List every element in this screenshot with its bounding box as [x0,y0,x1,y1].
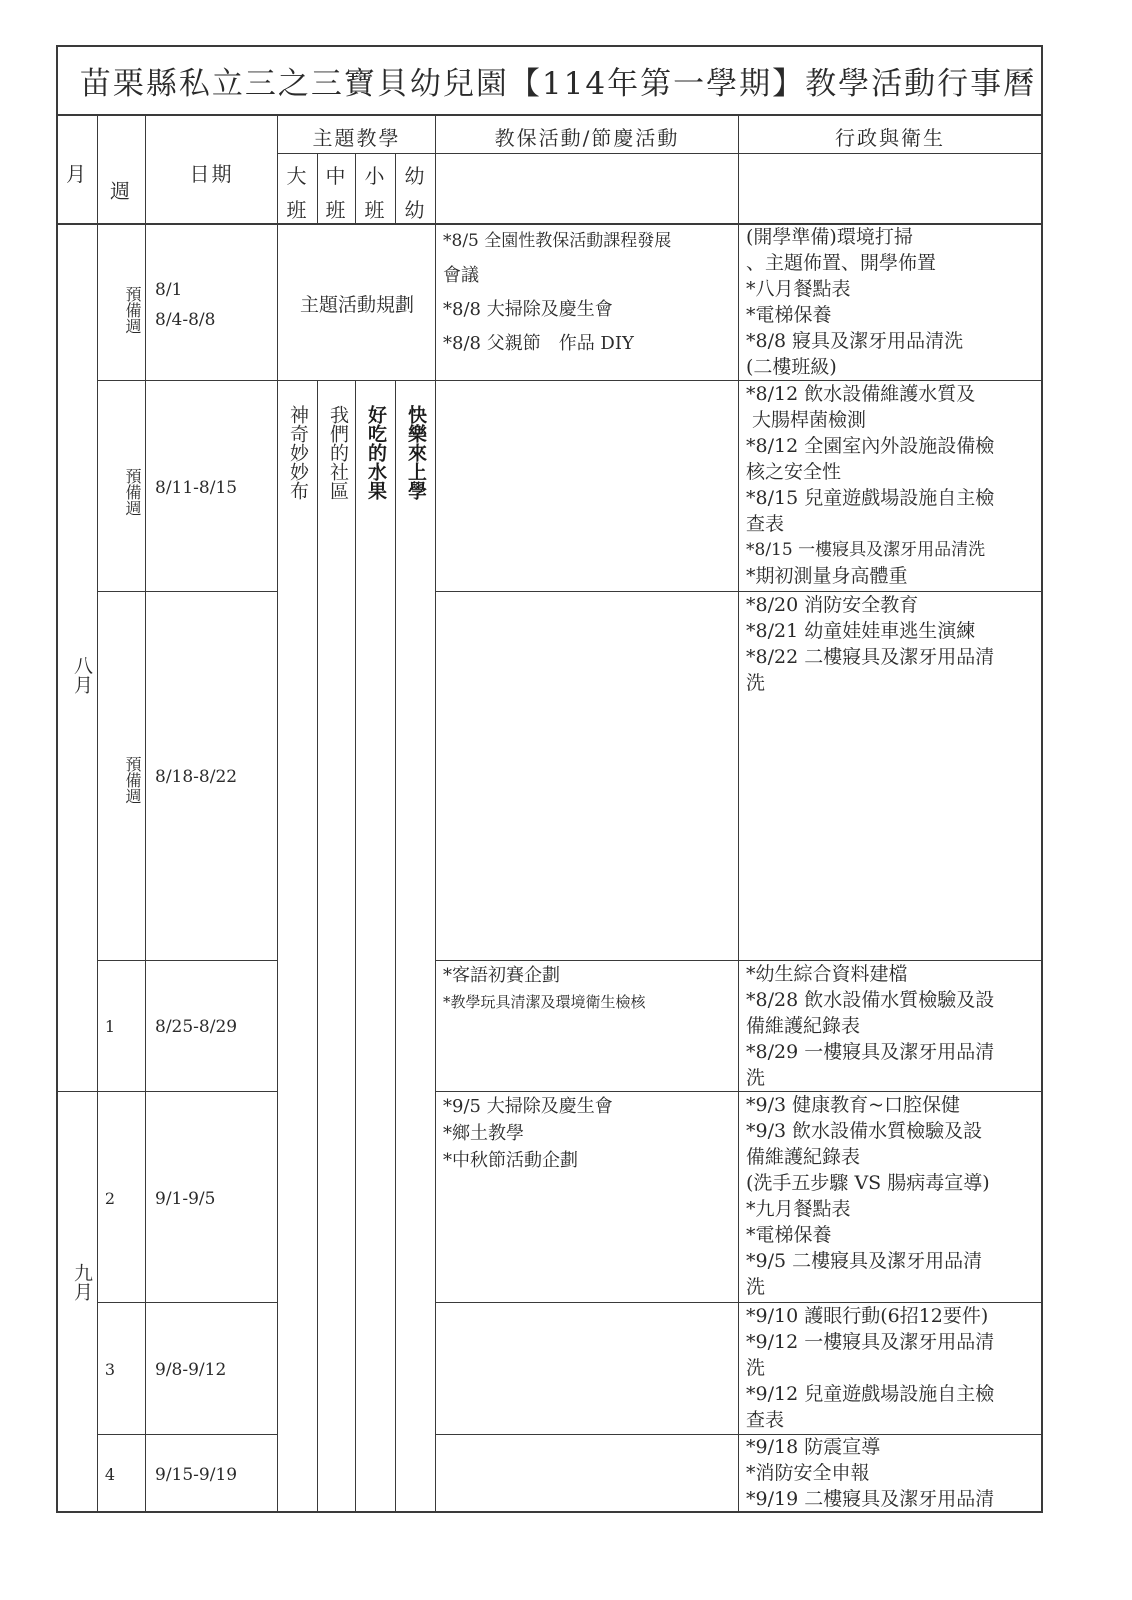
class-you-top: 幼 [404,164,427,188]
admin-item: 洗 [746,1357,766,1379]
date-label: 9/8-9/12 [155,1360,227,1380]
month-september: 九月 [71,1263,93,1301]
week-label: 1 [104,1017,116,1036]
admin-item: *電梯保養 [746,1224,832,1246]
date-label: 8/4-8/8 [155,310,216,330]
admin-item: *8/22 二樓寢具及潔牙用品清 [746,646,995,668]
admin-item: *電梯保養 [746,304,832,326]
activity-item: 會議 [443,265,479,286]
admin-item: (洗手五步驟 VS 腸病毒宣導) [746,1172,990,1194]
theme-zhong: 我們的社區 [327,405,349,500]
admin-item: (開學準備)環境打掃 [746,226,913,248]
admin-item: *9/10 護眼行動(6招12要件) [746,1305,989,1327]
admin-row-0 [746,224,1036,380]
admin-item: *八月餐點表 [746,278,851,300]
date-label: 8/18-8/22 [155,767,238,787]
admin-item: *8/20 消防安全教育 [746,594,919,616]
admin-item: *8/12 全園室內外設施設備檢 [746,435,995,457]
class-you-bottom: 幼 [404,198,427,222]
class-xiao-bottom: 班 [364,198,387,222]
week-label: 4 [104,1465,116,1484]
date-label: 9/15-9/19 [155,1465,238,1485]
admin-item: 、主題佈置、開學佈置 [746,252,937,274]
admin-item: 大腸桿菌檢測 [746,409,867,431]
admin-item: *9/12 一樓寢具及潔牙用品清 [746,1331,995,1353]
activities-row-3 [443,962,733,1016]
header-month: 月 [66,162,88,186]
admin-item: *9/5 二樓寢具及潔牙用品清 [746,1250,983,1272]
admin-row-1 [746,381,1036,589]
week-label: 預備週 [123,756,142,804]
header-activities: 教保活動/節慶活動 [494,126,680,150]
admin-item: *9/3 飲水設備水質檢驗及設 [746,1120,983,1142]
date-label: 8/25-8/29 [155,1017,238,1037]
admin-item: *消防安全申報 [746,1462,870,1484]
activity-item: *8/8 大掃除及慶生會 [443,299,613,320]
admin-item: *8/12 飲水設備維護水質及 [746,383,976,405]
class-da-top: 大 [286,164,309,188]
admin-item: *8/15 一樓寢具及潔牙用品清洗 [746,540,986,560]
class-zhong-top: 中 [325,164,348,188]
page-title: 苗栗縣私立三之三寶貝幼兒園【114年第一學期】教學活動行事曆 [79,65,1037,102]
week-label: 3 [104,1360,116,1379]
activity-item: *9/5 大掃除及慶生會 [443,1096,613,1117]
header-admin: 行政與衛生 [835,126,945,150]
class-xiao-top: 小 [364,164,387,188]
activities-row-4 [443,1093,733,1174]
admin-item: *9/18 防震宣導 [746,1436,881,1458]
activity-item: *鄉土教學 [443,1123,524,1144]
week-label: 預備週 [123,286,142,334]
theme-you: 快樂來上學 [405,405,427,500]
admin-item: 洗 [746,1276,766,1298]
admin-item: *期初測量身高體重 [746,565,908,587]
theme-da: 神奇妙妙布 [287,405,309,500]
activities-row-0 [443,228,733,357]
week-label: 2 [104,1189,116,1208]
header-theme-teaching: 主題教學 [312,126,401,150]
theme-planning: 主題活動規劃 [299,294,414,316]
admin-item: 備維護紀錄表 [746,1146,861,1168]
admin-item: *9/3 健康教育~口腔保健 [746,1094,961,1116]
class-da-bottom: 班 [286,198,309,222]
activity-item: *8/8 父親節 作品 DIY [443,333,634,354]
admin-item: 核之安全性 [746,461,842,483]
class-zhong-bottom: 班 [325,198,348,222]
theme-xiao: 好吃的水果 [365,405,387,500]
date-label: 8/1 [155,280,183,300]
header-week: 週 [110,179,132,203]
admin-item: (二樓班級) [746,356,837,378]
admin-row-6 [746,1434,1036,1512]
admin-item: 查表 [746,513,785,535]
header-date: 日期 [189,162,234,186]
month-august: 八月 [71,656,93,694]
admin-item: *8/28 飲水設備水質檢驗及設 [746,989,995,1011]
admin-item: *8/8 寢具及潔牙用品清洗 [746,330,964,352]
activity-item: *中秋節活動企劃 [443,1150,578,1171]
admin-item: *幼生綜合資料建檔 [746,963,908,985]
admin-row-5 [746,1303,1036,1433]
admin-item: *9/12 兒童遊戲場設施自主檢 [746,1383,995,1405]
activity-item: *8/5 全園性教保活動課程發展 [443,231,672,251]
admin-item: 備維護紀錄表 [746,1015,861,1037]
admin-item: *9/19 二樓寢具及潔牙用品清 [746,1488,995,1510]
date-label: 8/11-8/15 [155,478,238,498]
admin-item: *8/21 幼童娃娃車逃生演練 [746,620,976,642]
admin-item: 查表 [746,1409,785,1431]
admin-item: *8/29 一樓寢具及潔牙用品清 [746,1041,995,1063]
week-label: 預備週 [123,468,142,516]
admin-row-4 [746,1092,1036,1300]
admin-row-3 [746,961,1036,1091]
activity-item: *客語初賽企劃 [443,965,560,986]
admin-row-2 [746,592,1036,696]
activity-item: *教學玩具清潔及環境衛生檢核 [443,993,646,1011]
admin-item: *九月餐點表 [746,1198,851,1220]
admin-item: 洗 [746,672,766,694]
admin-item: 洗 [746,1067,766,1089]
date-label: 9/1-9/5 [155,1189,216,1209]
admin-item: *8/15 兒童遊戲場設施自主檢 [746,487,995,509]
